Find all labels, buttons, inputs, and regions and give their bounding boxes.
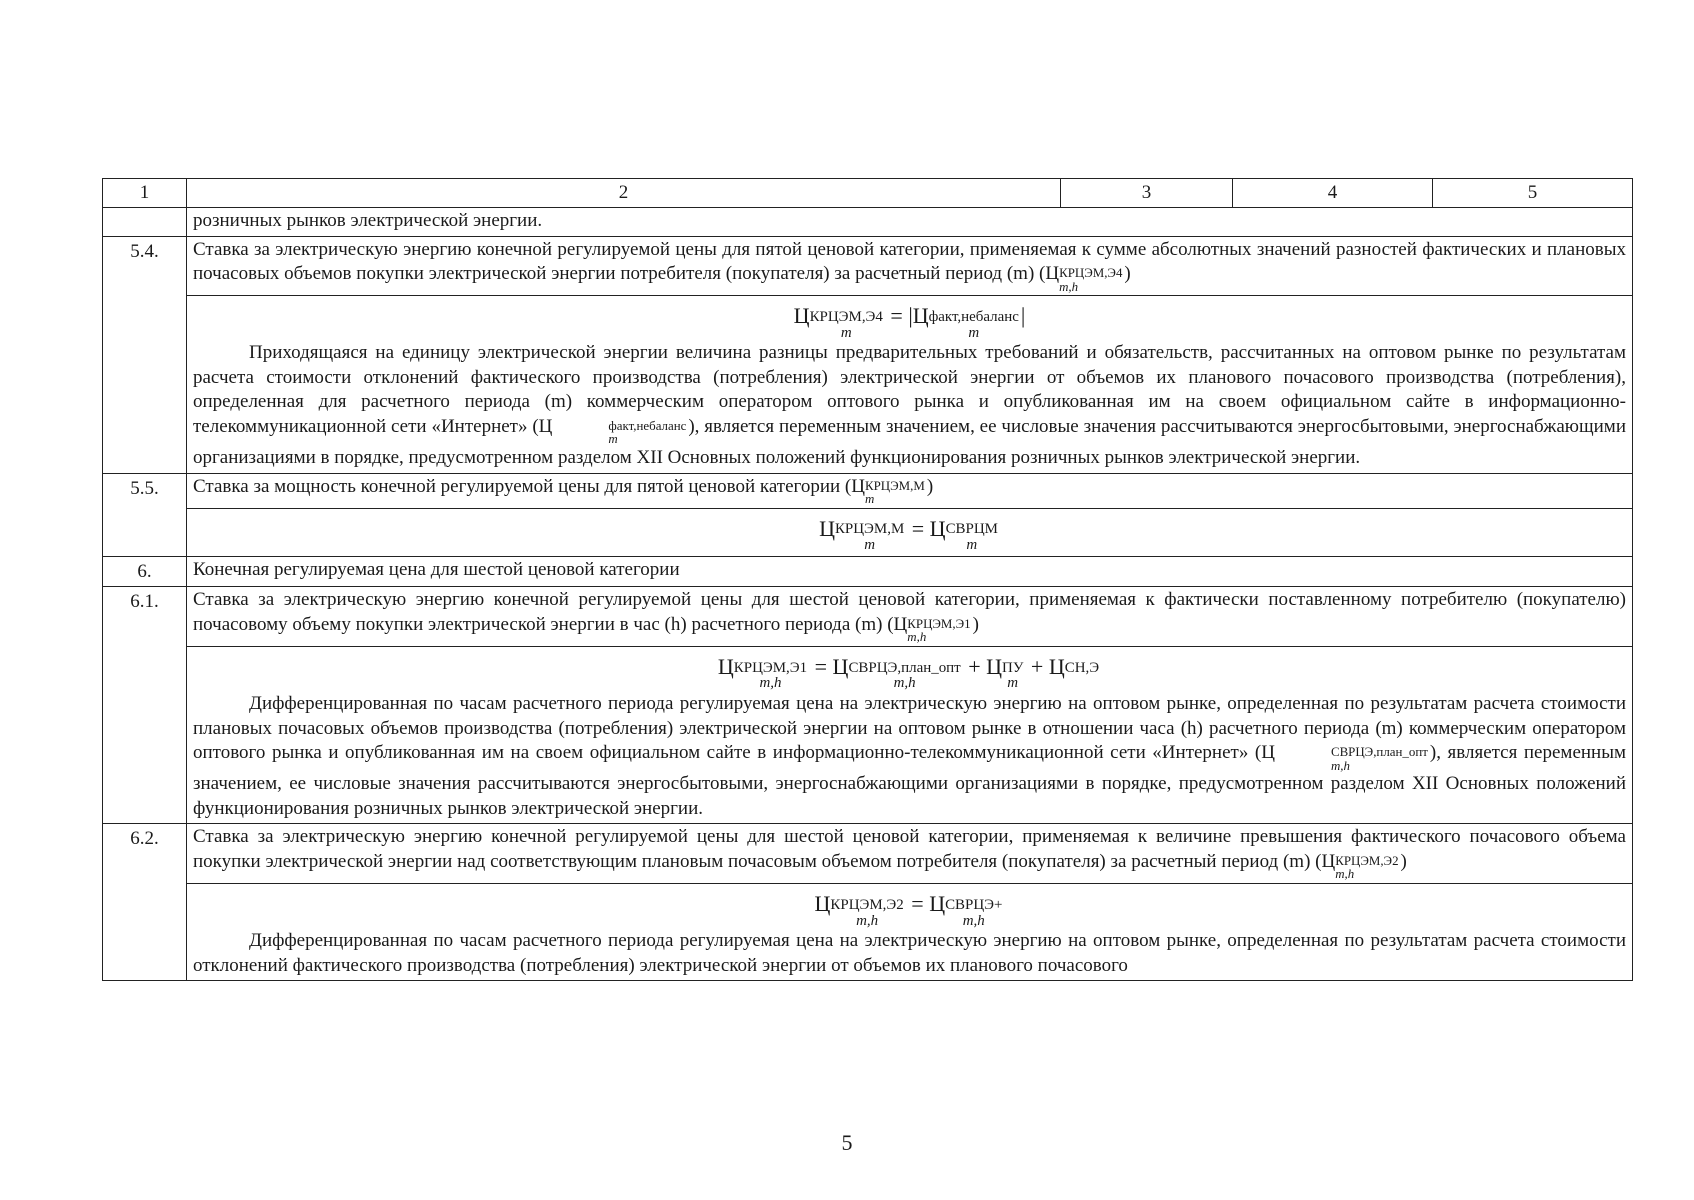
price-superscript: КРЦЭМ,М (865, 477, 925, 493)
closing-paren: ) (1400, 850, 1407, 872)
item-text: Ставка за электрическую энергию конечной регулируемой цены для шестой ценовой категории, применяемая к фактически поставленному потребителю (покупателю) почасовому объему покупки электрической энергии в час (h) расчетного периода (m) ( (193, 589, 1626, 635)
column-number-1: 1 (103, 179, 187, 208)
price-symbol: Ц (538, 415, 553, 437)
column-number-5: 5 (1433, 179, 1633, 208)
formula-lhs-subscript: m,h (759, 675, 782, 692)
item-description (187, 824, 1633, 884)
formula-cell (187, 884, 1633, 981)
formula-lhs-subscript: m (840, 324, 852, 341)
formula-plus: + (968, 654, 981, 680)
table-row-6-2-formula (103, 884, 1633, 981)
formula-lhs-symbol: Ц (717, 654, 734, 680)
formula (193, 510, 1626, 554)
row-number: 5.4. (103, 236, 187, 473)
item-description (187, 473, 1633, 508)
formula-lhs-superscript: КРЦЭМ,Э2 (830, 896, 904, 913)
column-number-4: 4 (1233, 179, 1433, 208)
price-symbol: Ц (1321, 850, 1336, 872)
formula-rhs-superscript: СВРЦЭ+ (945, 896, 1003, 913)
price-subscript: m (608, 431, 618, 447)
formula-abs-bar: | (1020, 303, 1026, 329)
price-subscript: m,h (1330, 757, 1350, 773)
formula-plus: + (1030, 654, 1044, 680)
price-subscript: m,h (1335, 866, 1355, 882)
table-row (103, 208, 1633, 237)
formula-term1-symbol: Ц (832, 654, 849, 680)
formula-explanation (193, 692, 1626, 821)
formula-equals: = (911, 891, 924, 917)
column-number-2: 2 (187, 179, 1061, 208)
formula-rhs-subscript: m (968, 324, 980, 341)
formula-rhs-symbol: Ц (912, 303, 929, 329)
price-symbol: Ц (1261, 742, 1275, 764)
formula-lhs-symbol: Ц (819, 515, 835, 541)
price-superscript: факт,небаланс (608, 417, 687, 433)
formula-term2-subscript: m (1007, 675, 1019, 692)
table-row-5-4 (103, 236, 1633, 296)
price-subscript: m (865, 491, 875, 507)
formula-term2-superscript: ПУ (1002, 659, 1024, 676)
continuation-text: розничных рынков электрической энергии. (187, 208, 1633, 237)
formula (193, 885, 1626, 929)
row-number-empty (103, 208, 187, 237)
formula-rhs-superscript: СВРЦМ (945, 521, 998, 538)
formula-lhs-symbol: Ц (793, 303, 810, 329)
row-number: 5.5. (103, 473, 187, 556)
row-number: 6.1. (103, 587, 187, 824)
closing-paren: ) (1124, 263, 1131, 284)
formula-rhs-subscript: m (966, 537, 978, 554)
formula (193, 297, 1626, 341)
formula-explanation (193, 341, 1626, 470)
formula-lhs-superscript: КРЦЭМ,Э4 (809, 308, 883, 325)
formula-cell (187, 296, 1633, 473)
formula-rhs-symbol: Ц (929, 515, 946, 541)
item-text: Ставка за электрическую энергию конечной регулируемой цены для шестой ценовой категории, применяемая к величине превышения фактического почасового объема покупки электрической энергии над соответствующим плановым почасовым объемом потребителя (покупателя) за расчетный период (m) ( (193, 826, 1626, 872)
formula-lhs-superscript: КРЦЭМ,Э1 (733, 659, 808, 676)
table-row-6 (103, 556, 1633, 587)
regulated-price-table (102, 178, 1633, 981)
formula-term3-symbol: Ц (1048, 654, 1065, 680)
price-superscript: КРЦЭМ,Э4 (1059, 265, 1123, 281)
formula-rhs-superscript: факт,небаланс (928, 308, 1019, 325)
row-number: 6.2. (103, 824, 187, 981)
formula-lhs-symbol: Ц (814, 891, 831, 917)
table-row-6-1 (103, 587, 1633, 647)
formula-term1-superscript: СВРЦЭ,план_опт (848, 659, 961, 676)
formula-equals: = | (890, 303, 913, 329)
explanation-text: Дифференцированная по часам расчетного периода регулируемая цена на электрическую энергию на оптовом рынке, определенная по результатам расчета стоимости плановых почасовых объемов производства (потребления) электрической энергии на оптовом рынке в отношении часа (h) расчетного периода (m) коммерческим оператором оптового рынка и опубликованная им на своем официальном сайте в информационно-телекоммуникационной сети «Интернет» ( (193, 693, 1626, 764)
price-superscript: КРЦЭМ,Э1 (907, 615, 971, 631)
item-description (187, 236, 1633, 296)
formula-term1-subscript: m,h (893, 675, 916, 692)
formula-cell (187, 508, 1633, 556)
price-subscript: m,h (907, 629, 927, 645)
explanation-text: ), является переменным значением, ее числовые значения рассчитываются энергосбытовыми, энергоснабжающими организациями в порядке, предусмотренном разделом XII Основных положений функционирования розничных рынков электрической энергии. (193, 415, 1626, 469)
column-number-3: 3 (1061, 179, 1233, 208)
formula-rhs-symbol: Ц (929, 891, 946, 917)
price-superscript: СВРЦЭ,план_опт (1330, 744, 1428, 760)
formula-lhs-superscript: КРЦЭМ,М (834, 521, 905, 538)
formula-lhs-subscript: m (864, 537, 875, 554)
explanation-text: Приходящаяся на единицу электрической энергии величина разницы предварительных требований и обязательств, рассчитанных на оптовом рынке по результатам расчета стоимости отклонений фактического производства (потребления) электрической энергии от объемов их планового почасового производства (потребления), определенная для расчетного периода (m) коммерческим оператором оптового рынка и опубликованная им на своем официальном сайте в информационно-телекоммуникационной сети «Интернет» ( (193, 342, 1626, 437)
table-row-6-1-formula (103, 647, 1633, 824)
formula-explanation: Дифференцированная по часам расчетного периода регулируемая цена на электрическую энергию на оптовом рынке, определенная по результатам расчета стоимости отклонений фактического производства (потребления) электрической энергии от объемов их планового почасового (193, 930, 1626, 976)
formula-rhs-subscript: m,h (962, 912, 985, 929)
price-symbol: Ц (893, 613, 908, 635)
formula-term2-symbol: Ц (986, 654, 1003, 680)
row-number: 6. (103, 556, 187, 587)
price-symbol: Ц (1045, 263, 1060, 284)
section-title: Конечная регулируемая цена для шестой ценовой категории (187, 556, 1633, 587)
table-row-5-5-formula (103, 508, 1633, 556)
column-number-header-row (103, 179, 1633, 208)
closing-paren: ) (926, 475, 934, 497)
explanation-text: ), является переменным значением, ее числовые значения рассчитываются энергосбытовыми, энергоснабжающими организациями в порядке, предусмотренном разделом XII Основных положений функционирования розничных рынков электрической энергии. (193, 742, 1627, 819)
formula-lhs-subscript: m,h (856, 912, 879, 929)
item-description (187, 587, 1633, 647)
price-symbol: Ц (851, 475, 865, 497)
item-text: Ставка за мощность конечной регулируемой цены для пятой ценовой категории ( (193, 475, 852, 497)
formula-equals: = (911, 515, 925, 541)
formula-equals: = (814, 654, 828, 680)
formula (193, 648, 1626, 692)
formula-term3-superscript: СН,Э (1064, 659, 1100, 676)
formula-cell (187, 647, 1633, 824)
page-number: 5 (841, 1130, 853, 1155)
table-row-5-5 (103, 473, 1633, 508)
item-text: Ставка за электрическую энергию конечной регулируемой цены для пятой ценовой категории, применяемая к сумме абсолютных значений разностей фактических и плановых почасовых объемов покупки электрической энергии потребителя (покупателя) за расчетный период (m) ( (193, 238, 1626, 284)
table-row-5-4-formula (103, 296, 1633, 473)
price-subscript: m,h (1059, 278, 1079, 294)
closing-paren: ) (972, 613, 979, 635)
table-row-6-2 (103, 824, 1633, 884)
price-superscript: КРЦЭМ,Э2 (1335, 852, 1399, 868)
